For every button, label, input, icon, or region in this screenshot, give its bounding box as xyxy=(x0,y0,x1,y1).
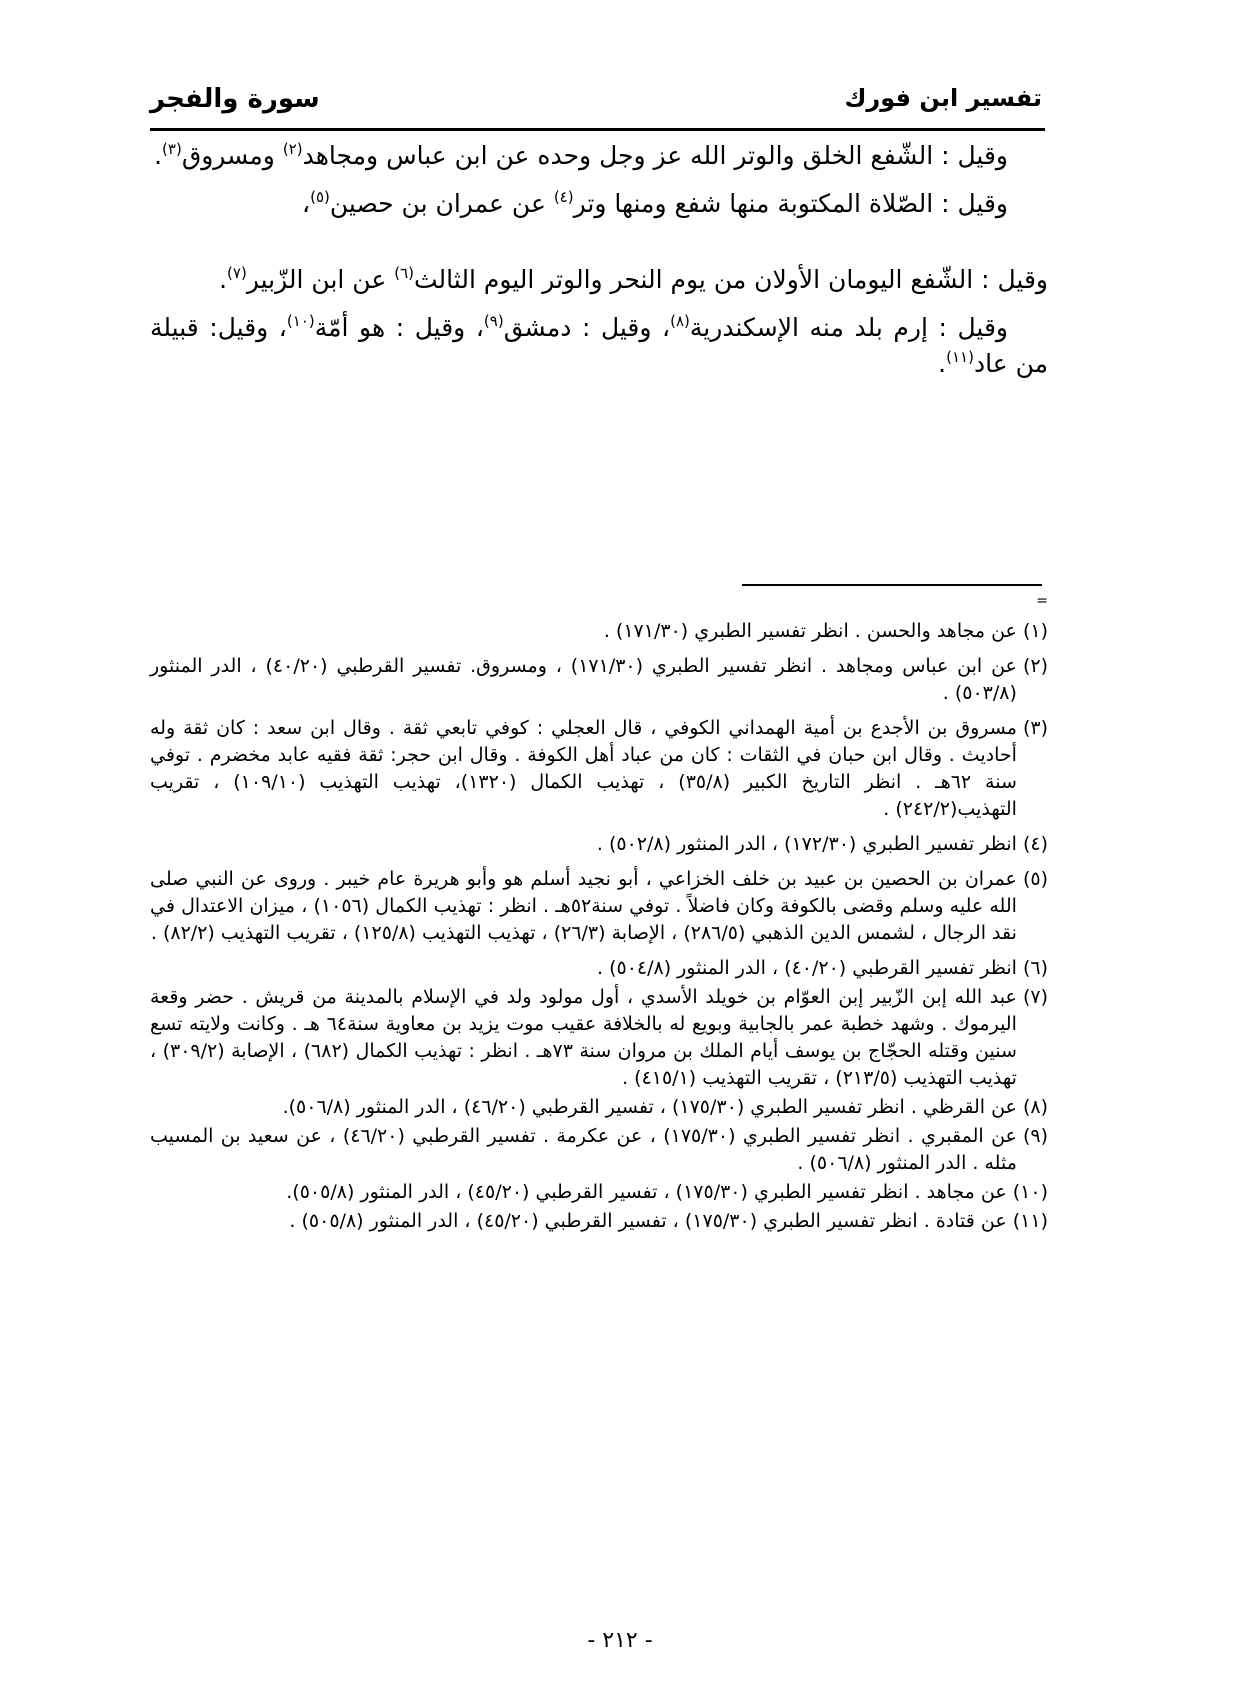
footnote-number: (٩) xyxy=(1022,1125,1048,1147)
footnote-ref-9: (٩) xyxy=(483,312,504,330)
footnote-text: عبد الله إبن الزّبير إبن العوّام بن خويلد الأسدي ، أول مولود ولد في الإسلام بالمدينة من قريش . حضر وقعة اليرموك . وشهد خطبة عمر بالجابية وبويع له بالخلافة عقيب موت يزيد بن معاوية سنة٦٤ هـ . وكانت ولايته تسع سنين وقتله الحجّاج بن يوسف أيام الملك بن مروان سنة ٧٣هـ . انظر : تهذيب الكمال (٦٨٢) ، الإصابة (٣٠٩/٢) ، تهذيب التهذيب (٢١٣/٥) ، تقريب التهذيب (٤١٥/١) . xyxy=(150,986,1017,1089)
footnote-9 xyxy=(150,1123,1048,1177)
paragraph-3-text-c: . xyxy=(219,265,228,294)
footnote-2 xyxy=(150,653,1048,707)
footnote-number: (٥) xyxy=(1022,868,1048,890)
paragraph-2-text-b: عن عمران بن حصين xyxy=(329,189,554,218)
footnote-ref-3: (٣) xyxy=(162,140,182,158)
footnote-text: انظر تفسير الطبري (١٧٢/٣٠) ، الدر المنثور (٥٠٢/٨) . xyxy=(596,833,1017,855)
footnote-ref-11: (١١) xyxy=(946,348,974,366)
paragraph-2-text-c: ، xyxy=(302,189,311,218)
footnote-text: عن المقبري . انظر تفسير الطبري (١٧٥/٣٠) ، عن عكرمة . تفسير القرطبي (٤٦/٢٠) ، عن سعيد بن المسيب مثله . الدر المنثور (٥٠٦/٨) . xyxy=(150,1125,1017,1174)
main-text xyxy=(150,138,1048,382)
footnote-ref-7: (٧) xyxy=(227,264,247,282)
footnote-1 xyxy=(150,618,1048,645)
footnote-ref-8: (٨) xyxy=(670,312,690,330)
running-header-book-title: تفسير ابن فورك xyxy=(844,84,1042,112)
paragraph-4-text-c: ، وقيل : هو أمّة xyxy=(314,313,484,342)
footnote-number: (١) xyxy=(1022,620,1048,642)
page-number: - ٢١٢ - xyxy=(587,1628,653,1653)
footnote-number: (٢) xyxy=(1022,655,1048,677)
footnote-text: عن قتادة . انظر تفسير الطبري (١٧٥/٣٠) ، تفسير القرطبي (٤٥/٢٠) ، الدر المنثور (٥٠٥/٨) . xyxy=(289,1210,1007,1232)
footnote-ref-4: (٤) xyxy=(553,188,574,206)
paragraph-4-text-b: ، وقيل : دمشق xyxy=(503,313,671,342)
footnote-continuation-mark: = xyxy=(1036,593,1048,609)
paragraph-1-text-a: وقيل : الشّفع الخلق والوتر الله عز وجل وحده عن ابن عباس ومجاهد xyxy=(302,141,1008,170)
footnote-text: عمران بن الحصين بن عبيد بن خلف الخزاعي ، أبو نجيد أسلم هو وأبو هريرة عام خيبر . وروى عن النبي صلى الله عليه وسلم وقضى بالكوفة وكان فاضلاً . توفي سنة٥٢هـ . انظر : تهذيب الكمال (١٠٥٦) ، ميزان الاعتدال في نقد الرجال ، لشمس الدين الذهبي (٢٨٦/٥) ، الإصابة (٢٦/٣) ، تهذيب التهذيب (١٢٥/٨) ، تقريب التهذيب (٨٢/٢) . xyxy=(150,868,1017,944)
paragraph-2 xyxy=(150,186,1048,222)
header-divider xyxy=(150,128,1045,131)
paragraph-1-text-b: ومسروق xyxy=(181,141,283,170)
footnotes xyxy=(150,618,1048,1235)
paragraph-4-text-e: . xyxy=(938,349,947,378)
footnote-text: عن القرظي . انظر تفسير الطبري (١٧٥/٣٠) ، تفسير القرطبي (٤٦/٢٠) ، الدر المنثور (٥٠٦/٨). xyxy=(282,1096,1017,1118)
footnote-number: (٤) xyxy=(1022,833,1048,855)
footnote-text: عن مجاهد والحسن . انظر تفسير الطبري (١٧١/٣٠) . xyxy=(603,620,1017,642)
footnote-ref-2: (٢) xyxy=(282,140,303,158)
footnote-5 xyxy=(150,866,1048,947)
footnote-8 xyxy=(150,1094,1048,1121)
footnote-11 xyxy=(150,1208,1048,1235)
footnote-text: عن مجاهد . انظر تفسير الطبري (١٧٥/٣٠) ، تفسير القرطبي (٤٥/٢٠) ، الدر المنثور (٥٠٥/٨). xyxy=(286,1181,1007,1203)
footnote-separator xyxy=(742,584,1042,586)
paragraph-4 xyxy=(150,310,1048,382)
footnote-6 xyxy=(150,955,1048,982)
footnote-number: (٣) xyxy=(1022,717,1048,739)
footnote-7 xyxy=(150,984,1048,1092)
paragraph-1-text-c: . xyxy=(154,141,163,170)
paragraph-1 xyxy=(150,138,1048,174)
footnote-ref-10: (١٠) xyxy=(286,312,315,330)
footnote-3 xyxy=(150,715,1048,823)
paragraph-3 xyxy=(150,262,1048,298)
footnote-text: انظر تفسير القرطبي (٤٠/٢٠) ، الدر المنثور (٥٠٤/٨) . xyxy=(596,957,1017,979)
footnote-text: عن ابن عباس ومجاهد . انظر تفسير الطبري (١٧١/٣٠) ، ومسروق. تفسير القرطبي (٤٠/٢٠) ، الدر المنثور (٥٠٣/٨) . xyxy=(150,655,1017,704)
paragraph-3-text-b: عن ابن الزّبير xyxy=(246,265,395,294)
paragraph-4-text-a: وقيل : إرم بلد منه الإسكندرية xyxy=(689,313,1008,342)
footnote-number: (٨) xyxy=(1022,1096,1048,1118)
footnote-ref-6: (٦) xyxy=(394,264,414,282)
footnote-number: (١٠) xyxy=(1012,1181,1048,1203)
footnote-10 xyxy=(150,1179,1048,1206)
footnote-4 xyxy=(150,831,1048,858)
footnote-number: (٦) xyxy=(1022,957,1048,979)
footnote-text: مسروق بن الأجدع بن أمية الهمداني الكوفي ، قال العجلي : كوفي تابعي ثقة . وقال ابن سعد : كان ثقة وله أحاديث . وقال ابن حبان في الثقات : كان من عباد أهل الكوفة . وقال ابن حجر: ثقة فقيه عابد مخضرم . توفي سنة ٦٢هـ . انظر التاريخ الكبير (٣٥/٨) ، تهذيب الكمال (١٣٢٠)، تهذيب التهذيب (١٠٩/١٠) ، تقريب التهذيب(٢٤٢/٢) . xyxy=(150,717,1017,820)
paragraph-2-text-a: وقيل : الصّلاة المكتوبة منها شفع ومنها وتر xyxy=(573,189,1008,218)
footnote-number: (٧) xyxy=(1022,986,1048,1008)
running-header-sura-title: سورة والفجر xyxy=(150,84,320,114)
paragraph-3-text-a: وقيل : الشّفع اليومان الأولان من يوم النحر والوتر اليوم الثالث xyxy=(414,265,1048,294)
footnote-number: (١١) xyxy=(1012,1210,1048,1232)
paragraph-4-text-d: ، وقيل: قبيلة من عاد xyxy=(150,313,1048,378)
footnote-ref-5: (٥) xyxy=(310,188,330,206)
